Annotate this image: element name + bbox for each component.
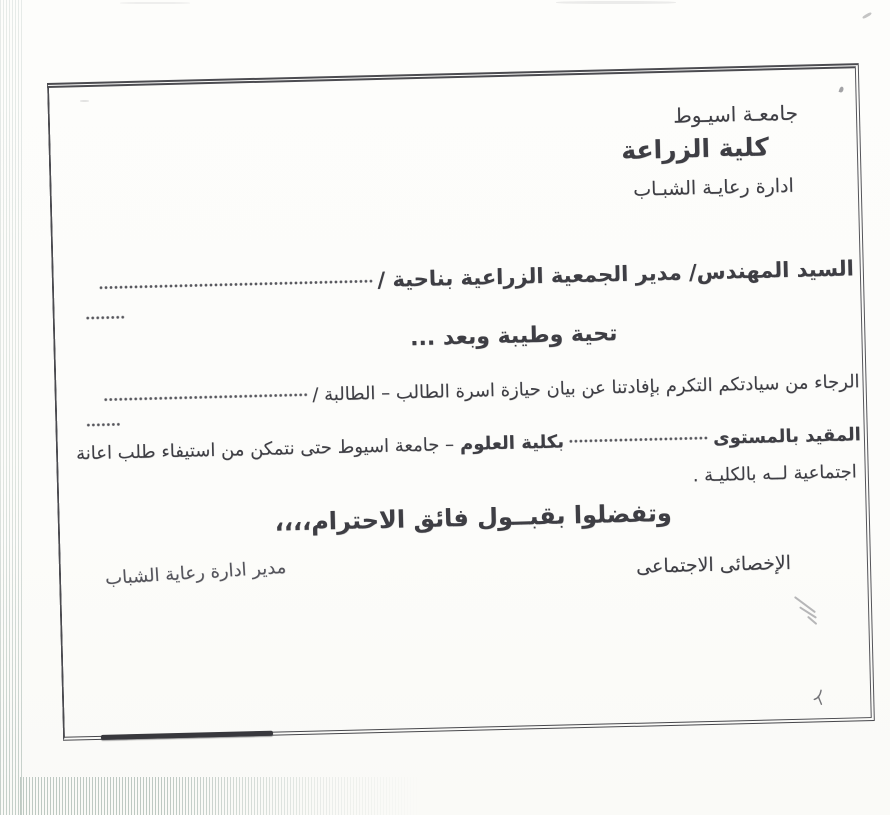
addressee-line	[94, 256, 854, 299]
pen-scribble-mark	[788, 597, 829, 632]
request-text: الرجاء من سيادتكم التكرم بإفادتنا عن بيان حيازة اسرة الطالب – الطالبة /	[312, 371, 860, 406]
addressee-dotted-wrap	[86, 310, 126, 324]
scan-speck	[862, 12, 872, 20]
addressee-blank-dotted-field	[99, 274, 373, 294]
enrolled-faculty: بكلية العلوم	[459, 431, 565, 456]
border-ink-blob	[101, 731, 273, 740]
header-university: جامعـة اسيـوط	[672, 100, 799, 128]
request-dotted-wrap	[86, 417, 120, 431]
ink-speck	[839, 86, 845, 93]
header-faculty: كلية الزراعة	[620, 132, 770, 165]
enrolled-rest: – جامعة اسيوط حتى نتمكن من استيفاء طلب اعانة	[75, 434, 455, 465]
enrolled-label: المقيد بالمستوى	[712, 424, 862, 449]
ink-hook-mark	[812, 689, 824, 706]
closing-line: وتفضلوا بقبــول فائق الاحترام،،،،	[274, 498, 673, 537]
signature-social-specialist: الإخصائى الاجتماعى	[635, 551, 792, 578]
letter-frame	[47, 63, 875, 741]
addressee-label: السيد المهندس/ مدير الجمعية الزراعية بناحية /	[377, 256, 855, 292]
scan-noise-left-strip	[0, 0, 22, 815]
continuation-line: اجتماعية لــه بالكليـة .	[692, 461, 857, 487]
enrolled-line	[76, 424, 861, 464]
scan-speck	[120, 2, 190, 4]
greeting-line: تحية وطيبة وبعد ...	[409, 321, 618, 352]
level-dotted-field	[569, 431, 708, 447]
scan-noise-bottom-band	[20, 777, 430, 815]
scan-speck	[556, 1, 676, 4]
student-name-dotted-field	[104, 388, 308, 406]
request-line	[99, 371, 860, 411]
signature-youth-welfare-director: مدير ادارة رعاية الشباب	[104, 556, 287, 590]
header-department: ادارة رعايـة الشبـاب	[632, 174, 795, 201]
